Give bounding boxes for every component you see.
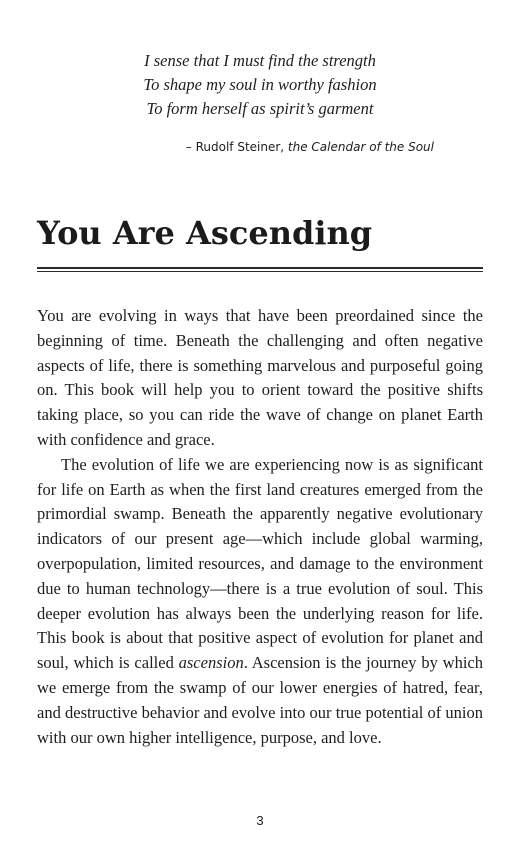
epigraph bbox=[37, 49, 483, 121]
paragraph-second-text: The evolution of life we are experiencing now is as significant for life on Earth as when the first land creatures emerged from the primordial swamp. Beneath the apparently negative evolutionary indicators of our present age—which include global warming, overpopulation, limited resources, and damage to the environment due to human technology—there is a true evolution of soul. This deeper evolution has always been the underlying reason for life. This book is about that positive aspect of evolution for planet and soul, which is called bbox=[37, 454, 483, 673]
term-ascension: ascension bbox=[178, 653, 244, 673]
body-text bbox=[37, 304, 483, 750]
attribution-work-title: the Calendar of the Soul bbox=[287, 140, 434, 154]
epigraph-line: To form herself as spirit’s garment bbox=[146, 99, 374, 118]
paragraph-second-text-end: . Ascension is the journey by which we emerge from the swamp of our lower energies of hatred, fear, and destructive behavior and evolve into our true potential of union with our own higher intelligence, purpose, and love. bbox=[37, 653, 483, 747]
epigraph-line: I sense that I must find the strength bbox=[144, 51, 376, 70]
epigraph-attribution bbox=[186, 139, 434, 155]
chapter-title: You Are Ascending bbox=[37, 214, 373, 252]
book-page bbox=[37, 0, 483, 843]
title-rule-thick bbox=[37, 267, 483, 269]
title-rule-thin bbox=[37, 271, 483, 272]
epigraph-line: To shape my soul in worthy fashion bbox=[143, 75, 377, 94]
paragraph-first: You are evolving in ways that have been preordained since the beginning of time. Beneath the challenging and often negative aspects of life, there is something marvelous and purposeful going on. This book will help you to orient toward the positive shifts taking place, so you can ride the wave of change on planet Earth with confidence and grace. bbox=[37, 306, 483, 449]
page-number: 3 bbox=[256, 813, 264, 828]
paragraph-second bbox=[37, 453, 483, 751]
attribution-author: – Rudolf Steiner, bbox=[185, 140, 288, 154]
